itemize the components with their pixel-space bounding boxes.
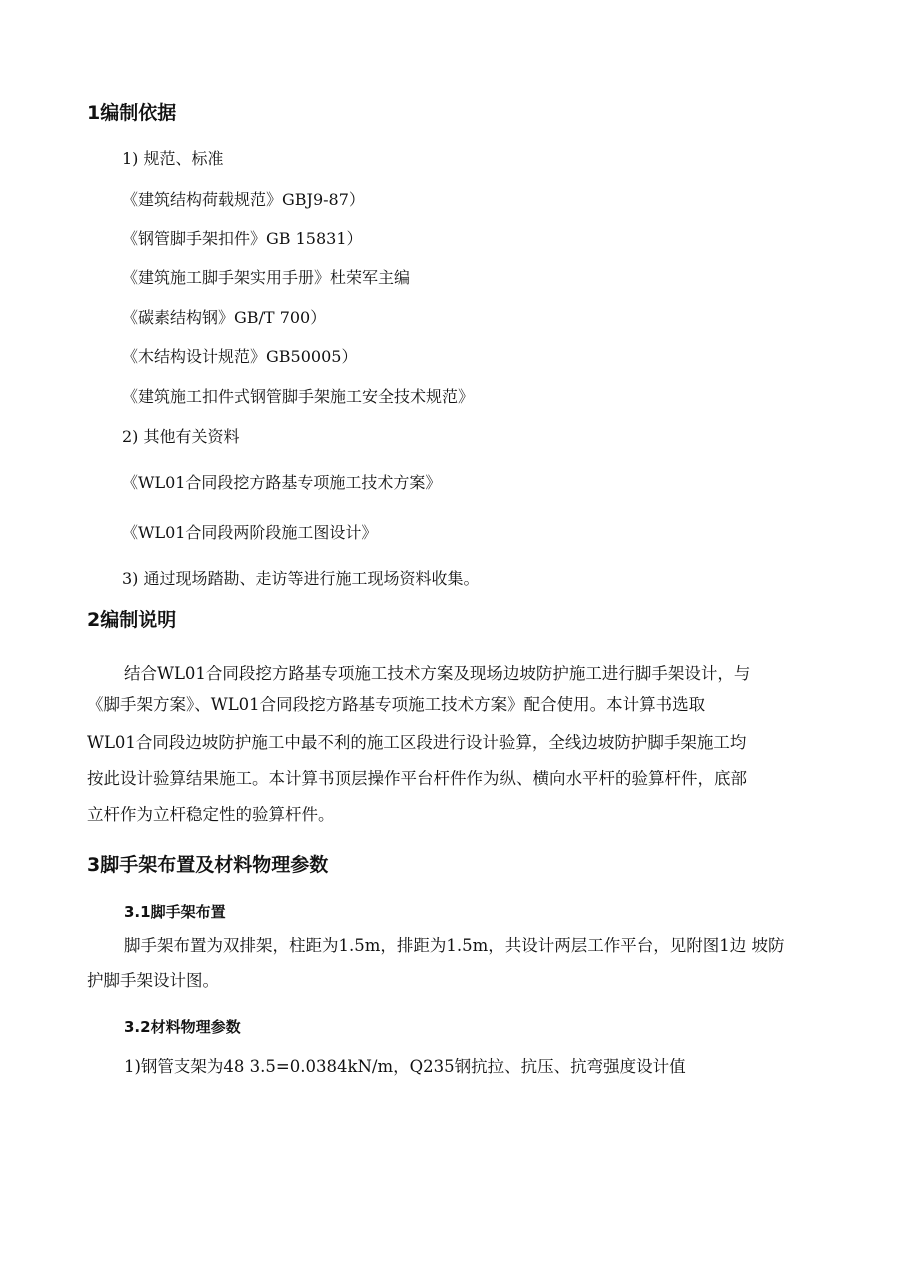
list-item: 3) 通过现场踏勘、走访等进行施工现场资料收集。	[122, 569, 480, 588]
reference-item: 《钢管脚手架扣件》GB 15831）	[122, 229, 363, 248]
paragraph-line: 《脚手架方案》、WL01合同段挖方路基专项施工技术方案》配合使用。本计算书选取	[87, 695, 706, 714]
list-item: 2) 其他有关资料	[122, 427, 240, 446]
section-heading: 2编制说明	[87, 609, 177, 631]
paragraph-line: 按此设计验算结果施工。本计算书顶层操作平台杆件作为纵、横向水平杆的验算杆件，底部	[87, 769, 747, 788]
reference-item: 《碳素结构钢》GB/T 700）	[122, 308, 327, 327]
section-heading: 3脚手架布置及材料物理参数	[87, 854, 329, 876]
paragraph-line: 1)钢管支架为48 3.5=0.0384kN/m，Q235钢抗拉、抗压、抗弯强度设计值	[124, 1057, 686, 1076]
reference-item: 《木结构设计规范》GB50005）	[122, 347, 358, 366]
subsection-heading: 3.1脚手架布置	[124, 903, 226, 921]
reference-item: 《WL01合同段两阶段施工图设计》	[122, 523, 378, 542]
paragraph-line: 结合WL01合同段挖方路基专项施工技术方案及现场边坡防护施工进行脚手架设计，与	[124, 664, 751, 683]
paragraph-line: WL01合同段边坡防护施工中最不利的施工区段进行设计验算，全线边坡防护脚手架施工均	[87, 733, 747, 752]
reference-item: 《建筑施工扣件式钢管脚手架施工安全技术规范》	[122, 387, 475, 406]
section-heading: 1编制依据	[87, 102, 177, 124]
paragraph-line: 脚手架布置为双排架，柱距为1.5m，排距为1.5m，共设计两层工作平台，见附图1边 坡防	[124, 936, 785, 955]
paragraph-line: 立杆作为立杆稳定性的验算杆件。	[87, 805, 335, 824]
subsection-heading: 3.2材料物理参数	[124, 1018, 241, 1036]
list-item: 1) 规范、标准	[122, 149, 224, 168]
reference-item: 《建筑结构荷载规范》GBJ9-87）	[122, 190, 365, 209]
reference-item: 《WL01合同段挖方路基专项施工技术方案》	[122, 473, 442, 492]
reference-item: 《建筑施工脚手架实用手册》杜荣军主编	[122, 268, 411, 287]
paragraph-line: 护脚手架设计图。	[87, 971, 219, 990]
